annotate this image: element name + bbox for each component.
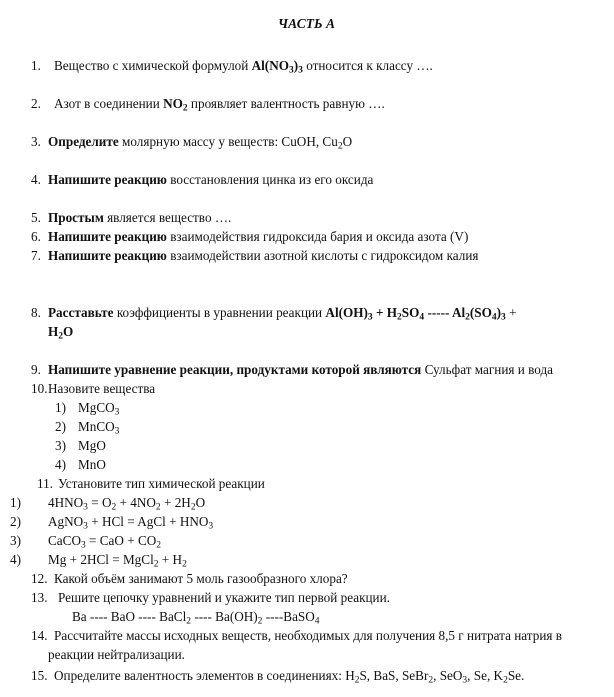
page-title: ЧАСТЬ А bbox=[278, 16, 335, 31]
reaction-chain: Ba ---- BaO ---- BaCl$_2$ ---- $Ba(OH)_2$ ----BaSO$_4$ bbox=[72, 609, 320, 627]
question-6: Напишите реакцию взаимодействия гидроксида бария и оксида азота (V) bbox=[48, 229, 469, 244]
question-2: Азот в соединении $NO_2$ проявляет валентность равную …. bbox=[54, 96, 385, 114]
question-3: Определите молярную массу у веществ: CuOH, $Cu_2O$ bbox=[48, 134, 353, 152]
reaction-number: 4) bbox=[10, 552, 21, 567]
reaction-number: 2) bbox=[10, 514, 21, 529]
question-7: Напишите реакцию взаимодействии азотной кислоты с гидроксидом калия bbox=[48, 248, 479, 263]
question-number: 7. bbox=[31, 248, 41, 263]
question-number: 6. bbox=[31, 229, 41, 244]
reaction-4: Mg + 2HCl = MgCl$_2$ + $H_2$ bbox=[48, 552, 187, 570]
question-11: Установите тип химической реакции bbox=[58, 476, 265, 491]
question-number: 11. bbox=[37, 476, 53, 491]
question-number: 2. bbox=[31, 96, 41, 111]
question-15: Определите валентность элементов в соединениях: $H_2S$, BaS, SeBr$_2$, SeO$_3$, Se, $K_2Se$. bbox=[54, 668, 525, 686]
reaction-1: $4HNO_3 = O_2 + 4NO_2 + 2H_2O$ bbox=[48, 495, 206, 513]
question-10: Назовите вещества bbox=[48, 381, 156, 396]
question-4: Напишите реакцию восстановления цинка из его оксида bbox=[48, 172, 374, 187]
question-8-continued: $H_2O$ bbox=[48, 324, 74, 342]
reaction-number: 1) bbox=[10, 495, 21, 510]
list-item: 2) MnCO$_3$ bbox=[55, 419, 120, 437]
question-number: 14. bbox=[31, 628, 48, 643]
question-number: 10. bbox=[31, 381, 48, 396]
question-number: 15. bbox=[31, 668, 48, 683]
question-1: Вещество с химической формулой $Al(NO_3)_3$ относится к классу …. bbox=[54, 58, 433, 76]
question-number: 1. bbox=[31, 58, 41, 73]
question-number: 13. bbox=[31, 590, 48, 605]
list-item: 3) MgO bbox=[55, 438, 106, 453]
question-number: 4. bbox=[31, 172, 41, 187]
question-5: Простым является вещество …. bbox=[48, 210, 232, 225]
question-number: 12. bbox=[31, 571, 48, 586]
question-number: 5. bbox=[31, 210, 41, 225]
question-number: 9. bbox=[31, 362, 41, 377]
question-9: Напишите уравнение реакции, продуктами которой являются Сульфат магния и вода bbox=[48, 362, 554, 377]
question-8: Расставьте коэффициенты в уравнении реакции $Al(OH)_3 + H_2SO_4$ ----- $Al_2(SO_4)_3$ + bbox=[48, 305, 517, 323]
reaction-number: 3) bbox=[10, 533, 21, 548]
reaction-3: CaCO$_3$ = CaO + $CO_2$ bbox=[48, 533, 162, 551]
question-number: 8. bbox=[31, 305, 41, 320]
question-14: Рассчитайте массы исходных веществ, необходимых для получения 8,5 г нитрата натрия в bbox=[54, 628, 562, 643]
question-number: 3. bbox=[31, 134, 41, 149]
list-item: 4) MnO bbox=[55, 457, 106, 472]
question-14-continued: реакции нейтрализации. bbox=[48, 647, 185, 662]
question-13: Решите цепочку уравнений и укажите тип первой реакции. bbox=[58, 590, 390, 605]
list-item: 1) MgCO$_3$ bbox=[55, 400, 120, 418]
reaction-2: AgNO$_3$ + HCl = AgCl + $HNO_3$ bbox=[48, 514, 214, 532]
question-12: Какой объём занимают 5 моль газообразного хлора? bbox=[54, 571, 348, 586]
